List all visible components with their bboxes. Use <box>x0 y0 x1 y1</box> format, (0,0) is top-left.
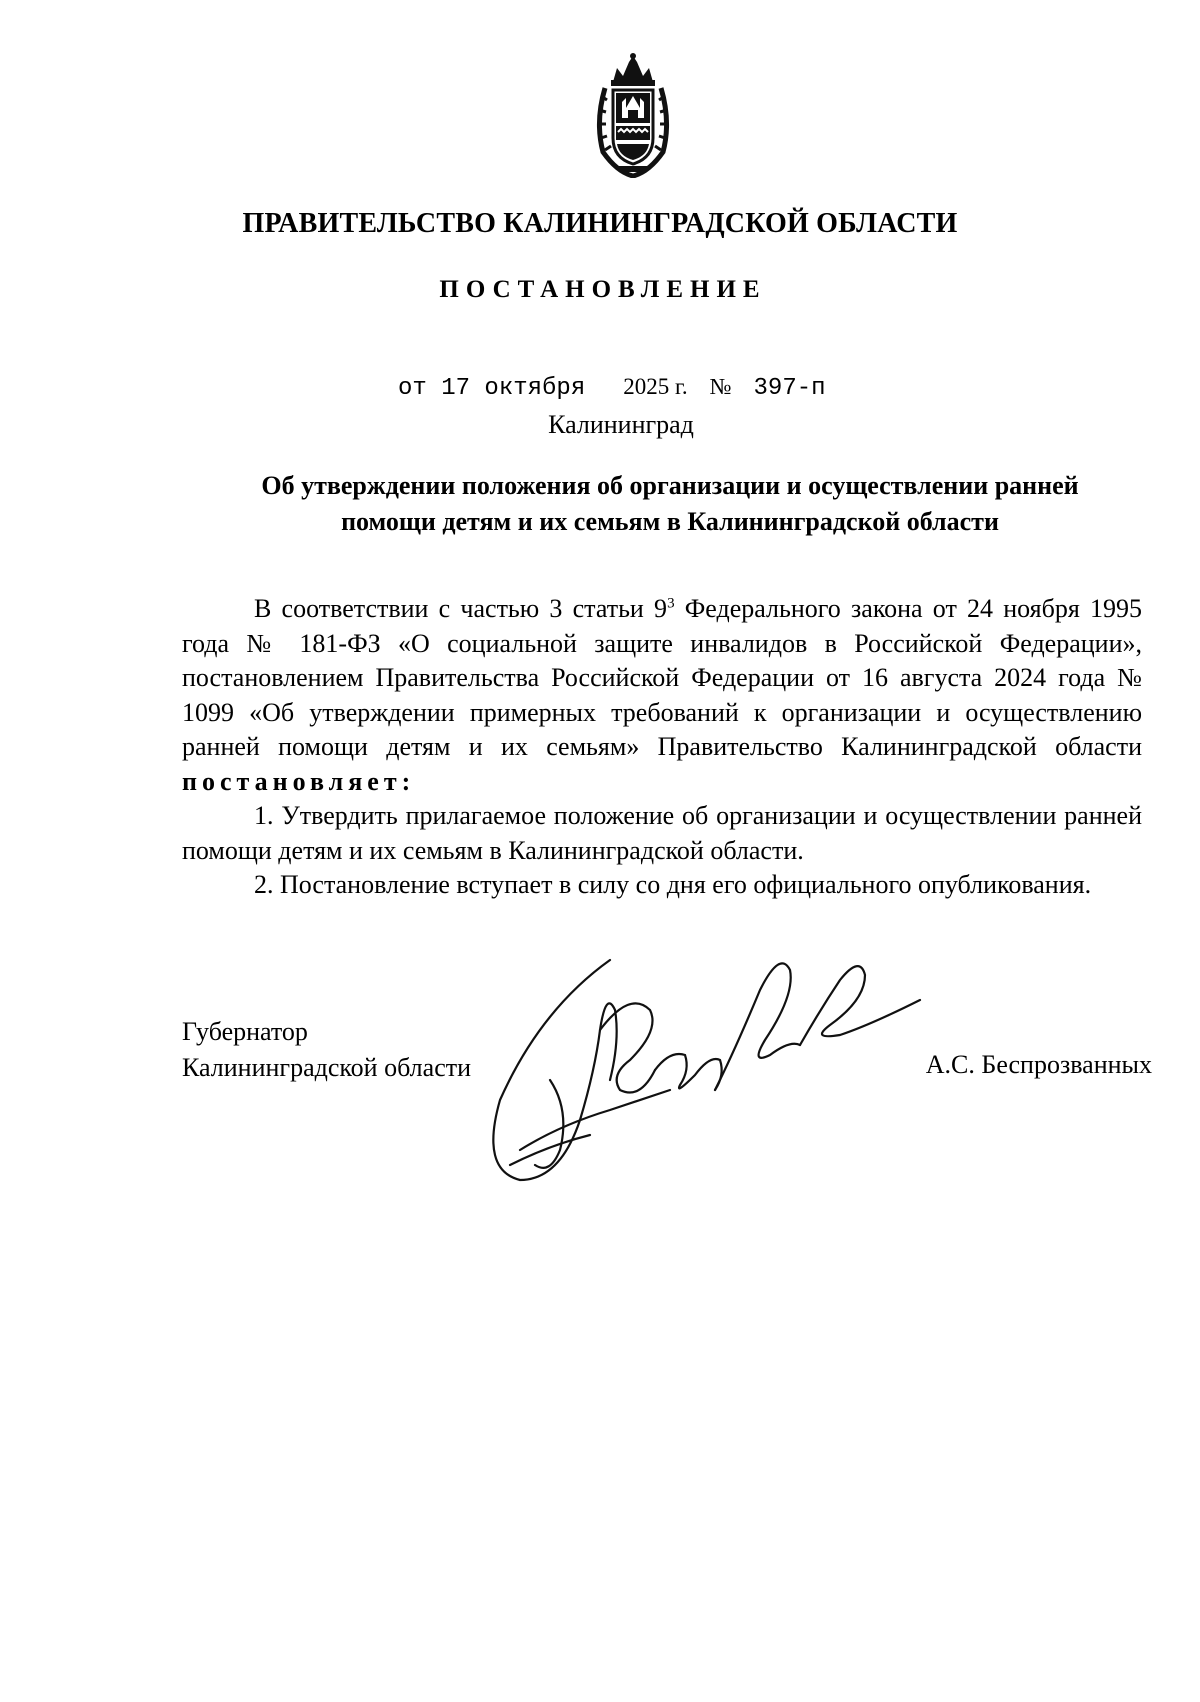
preamble-paragraph <box>182 592 1142 799</box>
document-dateline <box>398 374 826 402</box>
document-city: Калининград <box>548 410 694 439</box>
document-number: 397-п <box>753 375 826 402</box>
position-line-2: Калининградской области <box>182 1053 472 1082</box>
preamble-text-1: В соответствии с частью 3 статьи 9 <box>254 594 668 623</box>
coat-of-arms-emblem <box>593 52 673 178</box>
number-sign: № <box>709 374 732 399</box>
organization-title: ПРАВИТЕЛЬСТВО КАЛИНИНГРАДСКОЙ ОБЛАСТИ <box>242 208 958 239</box>
preamble-text-2: Федерального закона от 24 ноября 1995 года № 181-ФЗ «О социальной защите инвалидов в Российской Федерации», постановлением Правительства Российской Федерации от 16 августа 2024 года № 1099 «Об утверждении примерных требований к организации и осуществлению ранней помощи детям и их семьям» Правительство Калининградской области <box>182 594 1143 761</box>
item-2-paragraph: 2. Постановление вступает в силу со дня его официального опубликования. <box>254 870 1092 899</box>
document-subject: Об утверждении положения об организации и осуществлении ранней помощи детям и их семьям в Калининградской области <box>261 471 1079 536</box>
document-year: 2025 г. <box>623 374 688 399</box>
handwritten-signature <box>480 950 930 1190</box>
document-type: ПОСТАНОВЛЕНИЕ <box>439 276 767 303</box>
position-line-1: Губернатор <box>182 1017 308 1046</box>
article-superscript: 3 <box>667 595 675 612</box>
document-body <box>182 592 1142 903</box>
document-date: от 17 октября <box>398 375 586 402</box>
signatory-name: А.С. Беспрозванных <box>925 1050 1152 1079</box>
signatory-position <box>182 1014 471 1086</box>
item-1-paragraph: 1. Утвердить прилагаемое положение об организации и осуществлении ранней помощи детям и их семьям в Калининградской области. <box>182 801 1142 865</box>
decree-word: постановляет: <box>182 766 416 796</box>
